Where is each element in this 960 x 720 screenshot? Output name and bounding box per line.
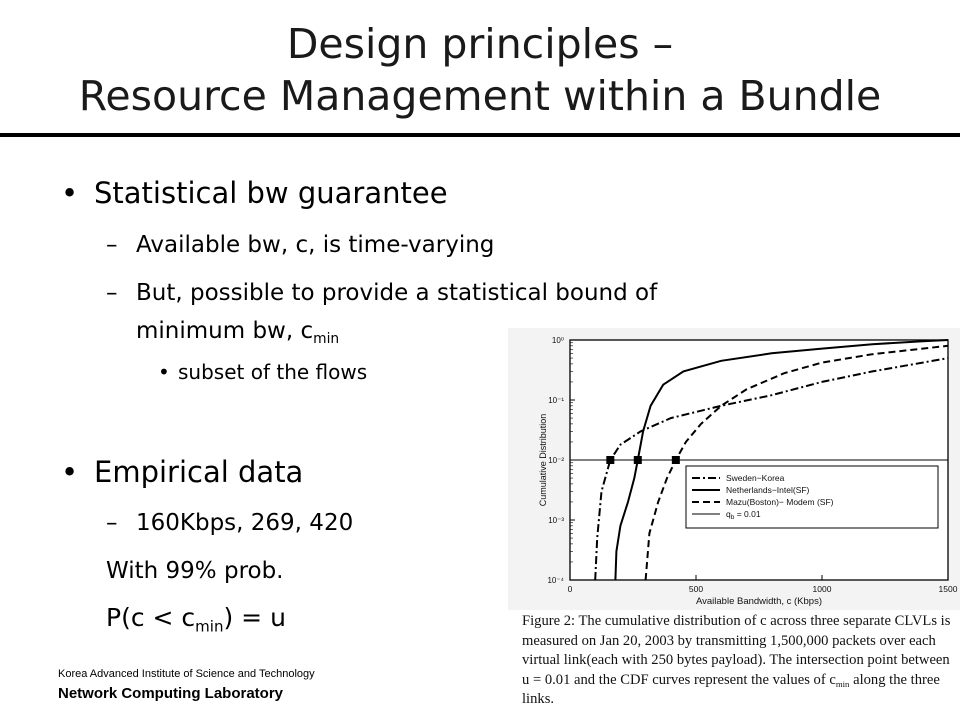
bullet-text: minimum bw, c [136,318,314,344]
bullet-text: subset of the flows [178,360,368,384]
title-line-1: Design principles – [286,20,674,68]
cdf-chart [508,328,960,610]
y-tick-label: 10⁰ [551,336,564,345]
footer-lab: Network Computing Laboratory [58,685,284,702]
y-tick-label: 10⁻¹ [548,396,564,405]
x-tick-label: 1000 [812,584,832,594]
sub-bullet-possible [106,280,658,306]
bullet-text: With 99% prob. [106,558,284,584]
sub-sub-bullet-subset [158,360,368,384]
sub-bullet-values [106,510,354,536]
bullet-icon: • [61,176,79,210]
legend-label: Mazu(Boston)− Modem (SF) [726,497,834,507]
caption-subscript: min [835,678,850,689]
bullet-empirical [61,455,304,489]
cdf-chart-svg [508,328,960,610]
formula-part-b: ) = u [223,603,286,632]
footer-institute: Korea Advanced Institute of Science and Technology [58,668,315,680]
sub-bullet-minimum [136,318,340,347]
y-tick-label: 10⁻² [548,456,564,465]
min-subscript: min [313,330,340,347]
line-probability [106,558,284,584]
formula-part-a: P(c < c [106,603,196,632]
formula-subscript: min [195,617,224,636]
x-tick-label: 1500 [938,584,958,594]
dash-icon: – [106,232,118,258]
bullet-text: Available bw, c, is time-varying [136,232,495,258]
bullet-icon: • [158,360,170,384]
caption-tail: along the three links. [522,671,940,707]
bullet-statistical [61,176,448,210]
sub-bullet-available [106,232,495,258]
dash-icon: – [106,510,118,536]
caption-text: The cumulative distribution of c across three separate CLVLs is measured on Jan 20, 2003 by transmitting 1,500,000 packets over each virtual link(each with 250 bytes payload). The intersection point between u = 0.01 and the CDF curves represent the values of c [522,613,951,688]
bullet-icon: • [61,455,79,489]
x-tick-label: 500 [688,584,704,594]
dash-icon: – [106,280,118,306]
caption-label: Figure 2: [522,613,576,629]
bullet-text: Empirical data [94,455,304,489]
bullet-text: But, possible to provide a statistical bound of [136,280,658,306]
intersection-marker [672,456,680,464]
x-tick-label: 0 [567,584,573,594]
title-divider [0,133,960,137]
legend-label: $q_b = 0.01$ [726,509,761,521]
intersection-marker [634,456,642,464]
bullet-text: 160Kbps, 269, 420 [136,510,354,536]
intersection-marker [606,456,614,464]
title-line-2: Resource Management within a Bundle [78,72,882,120]
slide-title [0,18,960,122]
y-tick-label: 10⁻³ [548,516,564,525]
y-tick-label: 10⁻⁴ [547,576,564,585]
x-axis-label: Available Bandwidth, c (Kbps) [695,596,823,607]
legend-label: Sweden−Korea [726,473,785,483]
line-formula [106,603,286,636]
y-axis-label: Cumulative Distribution [538,413,548,507]
figure-caption [522,612,954,710]
legend-label: Netherlands−Intel(SF) [726,485,810,495]
bullet-text: Statistical bw guarantee [94,176,448,210]
